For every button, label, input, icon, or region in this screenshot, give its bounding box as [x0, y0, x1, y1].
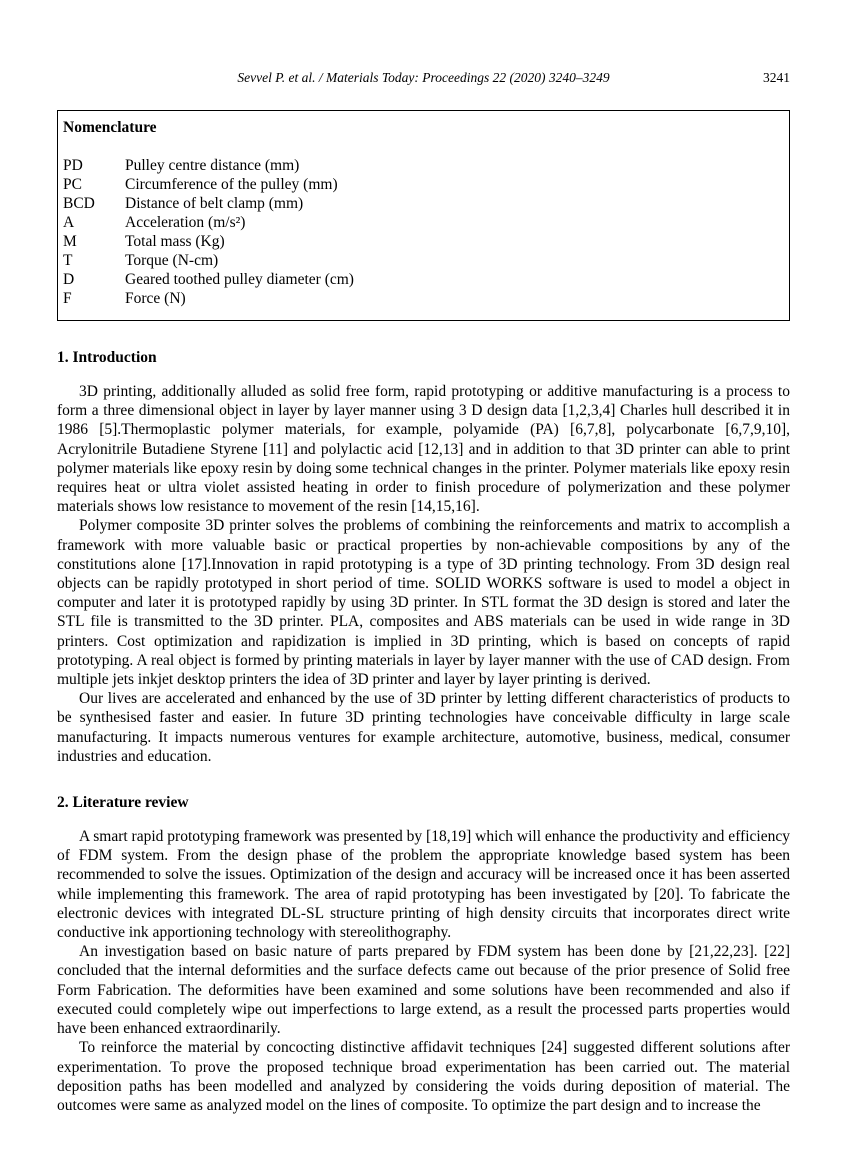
nomenclature-symbol: PD — [63, 157, 83, 174]
nomenclature-definition: Circumference of the pulley (mm) — [125, 176, 338, 193]
nomenclature-definition: Total mass (Kg) — [125, 233, 225, 250]
nomenclature-entry — [63, 194, 781, 213]
paragraph: A smart rapid prototyping framework was presented by [18,19] which will enhance the productivity and efficiency of FDM system. From the design phase of the problem the appropriate knowledge based system has been recommended to solve the issues. Optimization of the design and accuracy will be increased once it has been asserted while implementing this framework. The area of rapid prototyping has been investigated by [20]. To fabricate the electronic devices with integrated DL-SL structure printing of high density circuits that incorporates direct write conductive ink apportioning technology with stereolithography. — [57, 828, 790, 942]
nomenclature-symbol: D — [63, 271, 75, 288]
section-literature-review — [57, 794, 790, 1115]
paragraph: Our lives are accelerated and enhanced by the use of 3D printer by letting different characteristics of products to be synthesised faster and easier. In future 3D printing technologies have conceivable difficulty in large scale manufacturing. It impacts numerous ventures for example architecture, automotive, business, medical, consumer industries and education. — [57, 690, 790, 765]
nomenclature-symbol: T — [63, 252, 73, 269]
nomenclature-symbol: BCD — [63, 195, 95, 212]
page-header — [57, 70, 790, 88]
nomenclature-entry — [63, 232, 781, 251]
nomenclature-entry — [63, 251, 781, 270]
nomenclature-entry — [63, 156, 781, 175]
nomenclature-entry — [63, 289, 781, 308]
nomenclature-definition: Pulley centre distance (mm) — [125, 157, 300, 174]
paragraph: An investigation based on basic nature of parts prepared by FDM system has been done by [21,22,23]. [22] concluded that the internal deformities and the surface defects came out because of the prior presence of Solid free Form Fabrication. The deformities have been examined and some solutions have been recommended and also if executed could completely wipe out imperfections to large extend, as a result the processed parts properties would have been enhanced extraordinarily. — [57, 943, 790, 1038]
nomenclature-symbol: A — [63, 214, 75, 231]
nomenclature-definition: Distance of belt clamp (mm) — [125, 195, 304, 212]
paragraph: To reinforce the material by concocting distinctive affidavit techniques [24] suggested different solutions after experimentation. To prove the proposed technique broad experimentation has been carried out. The material deposition paths has been modelled and analyzed by considering the voids during deposition of material. The outcomes were same as analyzed model on the lines of composite. To optimize the part design and to increase the — [57, 1039, 790, 1114]
nomenclature-definition: Torque (N-cm) — [125, 252, 219, 269]
nomenclature-entry — [63, 213, 781, 232]
nomenclature-definition: Geared toothed pulley diameter (cm) — [125, 271, 354, 288]
section-title-introduction: 1. Introduction — [57, 349, 157, 366]
nomenclature-symbol: F — [63, 290, 72, 307]
nomenclature-symbol: M — [63, 233, 77, 250]
paragraph: Polymer composite 3D printer solves the problems of combining the reinforcements and matrix to accomplish a framework with more valuable basic or practical properties by non-achievable compositions by any of the constitutions alone [17].Innovation in rapid prototyping is a type of 3D printing technology. From 3D design real objects can be rapidly prototyped in short period of time. SOLID WORKS software is used to model a object in computer and later it is prototyped rapidly by using 3D printer. In STL format the 3D design is stored and later the STL file is transmitted to the 3D printer. PLA, composites and ABS materials can be used in wide range in 3D printers. Cost optimization and rapidization is implied in 3D printing, which is based on concepts of rapid prototyping. A real object is formed by printing materials in layer by layer manner with the use of CAD design. From multiple jets inkjet desktop printers the idea of 3D printer and layer by layer printing is derived. — [57, 517, 790, 689]
nomenclature-box — [57, 110, 790, 321]
nomenclature-entry — [63, 175, 781, 194]
nomenclature-title: Nomenclature — [63, 119, 157, 136]
nomenclature-symbol: PC — [63, 176, 82, 193]
paragraph: 3D printing, additionally alluded as solid free form, rapid prototyping or additive manufacturing is a process to form a three dimensional object in layer by layer manner using 3 D design data [1,2,3,4] Charles hull described it in 1986 [5].Thermoplastic polymer materials, for example, polyamide (PA) [6,7,8], polycarbonate [6,7,9,10], Acrylonitrile Butadiene Styrene [11] and polylactic acid [12,13] and in addition to that 3D printer can able to print polymer materials like epoxy resin by doing some technical changes in the printer. Polymer materials like epoxy resin requires heat or ultra violet assisted heating in order to finish procedure of polymerization and these polymer materials shows low resistance to movement of the resin [14,15,16]. — [57, 383, 790, 516]
page-number: 3241 — [763, 70, 790, 85]
section-title-literature-review: 2. Literature review — [57, 794, 189, 812]
section-introduction — [57, 349, 790, 766]
nomenclature-entry — [63, 270, 781, 289]
nomenclature-definition: Acceleration (m/s²) — [125, 214, 246, 231]
running-head-citation: Sevvel P. et al. / Materials Today: Proceedings 22 (2020) 3240–3249 — [237, 70, 610, 85]
nomenclature-definition: Force (N) — [125, 290, 186, 307]
